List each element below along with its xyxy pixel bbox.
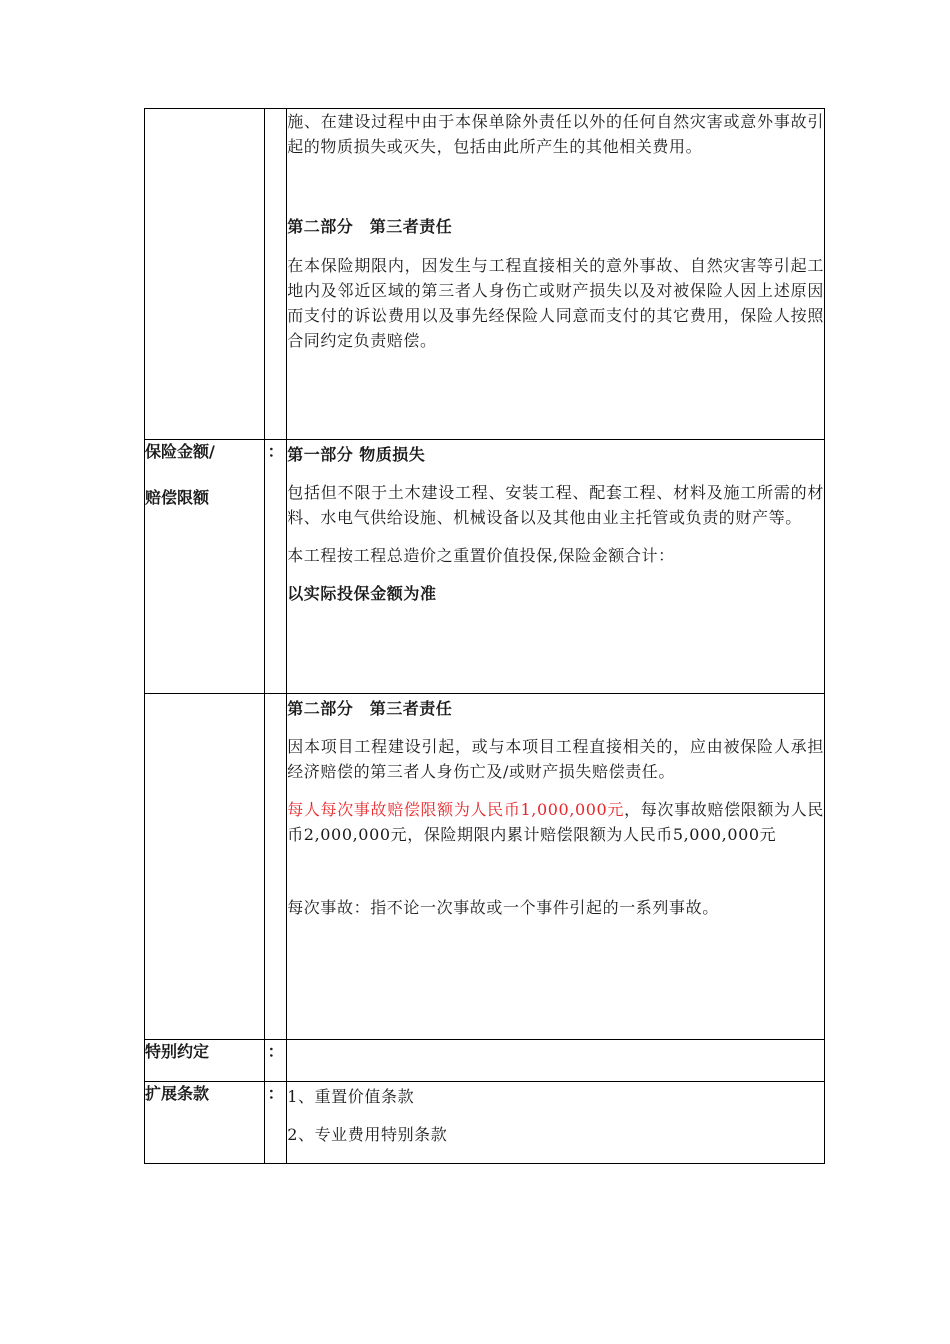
- content-cell: [287, 109, 825, 440]
- colon-cell: [265, 109, 287, 440]
- row-continuation: [145, 109, 825, 440]
- label-special-agreement: 特别约定: [145, 1040, 265, 1082]
- third-party-heading: 第二部分 第三者责任: [287, 217, 453, 236]
- row-sum-insured: [145, 440, 825, 694]
- per-accident-definition: 每次事故：指不论一次事故或一个事件引起的一系列事故。: [287, 898, 719, 917]
- content-cell: [287, 694, 825, 1040]
- row-special-agreement: [145, 1040, 825, 1082]
- row-extension-clauses: [145, 1082, 825, 1164]
- row-third-party-limits: [145, 694, 825, 1040]
- label-cell: [145, 440, 265, 694]
- material-loss-scope-paragraph: 包括但不限于土木建设工程、安装工程、配套工程、材料及施工所需的材料、水电气供给设施、机械设备以及其他由业主托管或负责的财产等。: [287, 483, 824, 527]
- extension-clause-item: 2、专业费用特别条款: [287, 1125, 448, 1144]
- limits-paragraph: [287, 797, 824, 847]
- content-cell: [287, 1082, 825, 1164]
- actual-sum-insured-note: 以实际投保金额为准: [287, 584, 437, 603]
- label-extension-clauses: 扩展条款: [145, 1082, 265, 1164]
- third-party-limits-heading: 第二部分 第三者责任: [287, 699, 453, 718]
- other-limits-text: ，每次事故赔偿限额为人民币2,000,000元，保险期限内累计赔偿限额为人民币5,000,000元: [287, 800, 824, 844]
- colon-cell: ：: [265, 440, 287, 694]
- material-loss-heading: 第一部分 物质损失: [287, 445, 426, 464]
- continuation-paragraph: 施、在建设过程中由于本保单除外责任以外的任何自然灾害或意外事故引起的物质损失或灭失，包括由此所产生的其他相关费用。: [287, 112, 824, 156]
- per-person-limit-text: 每人每次事故赔偿限额为人民币1,000,000元: [287, 800, 625, 819]
- third-party-coverage-paragraph: 在本保险期限内，因发生与工程直接相关的意外事故、自然灾害等引起工地内及邻近区域的第三者人身伤亡或财产损失以及对被保险人因上述原因而支付的诉讼费用以及事先经保险人同意而支付的其它费用，保险人按照合同约定负责赔偿。: [287, 256, 824, 350]
- label-sum-insured: 保险金额/: [145, 442, 215, 461]
- third-party-liability-paragraph: 因本项目工程建设引起，或与本项目工程直接相关的，应由被保险人承担经济赔偿的第三者人身伤亡及/或财产损失赔偿责任。: [287, 737, 824, 781]
- colon-cell: ：: [265, 1082, 287, 1164]
- label-cell: [145, 694, 265, 1040]
- content-cell: [287, 440, 825, 694]
- colon-cell: [265, 694, 287, 1040]
- extension-clause-item: 1、重置价值条款: [287, 1087, 415, 1106]
- special-agreement-content: [287, 1040, 825, 1082]
- label-cell: [145, 109, 265, 440]
- label-compensation-limit: 赔偿限额: [145, 488, 210, 507]
- colon-cell: ：: [265, 1040, 287, 1082]
- policy-table: [144, 108, 825, 1164]
- valuation-basis-paragraph: 本工程按工程总造价之重置价值投保,保险金额合计：: [287, 546, 675, 565]
